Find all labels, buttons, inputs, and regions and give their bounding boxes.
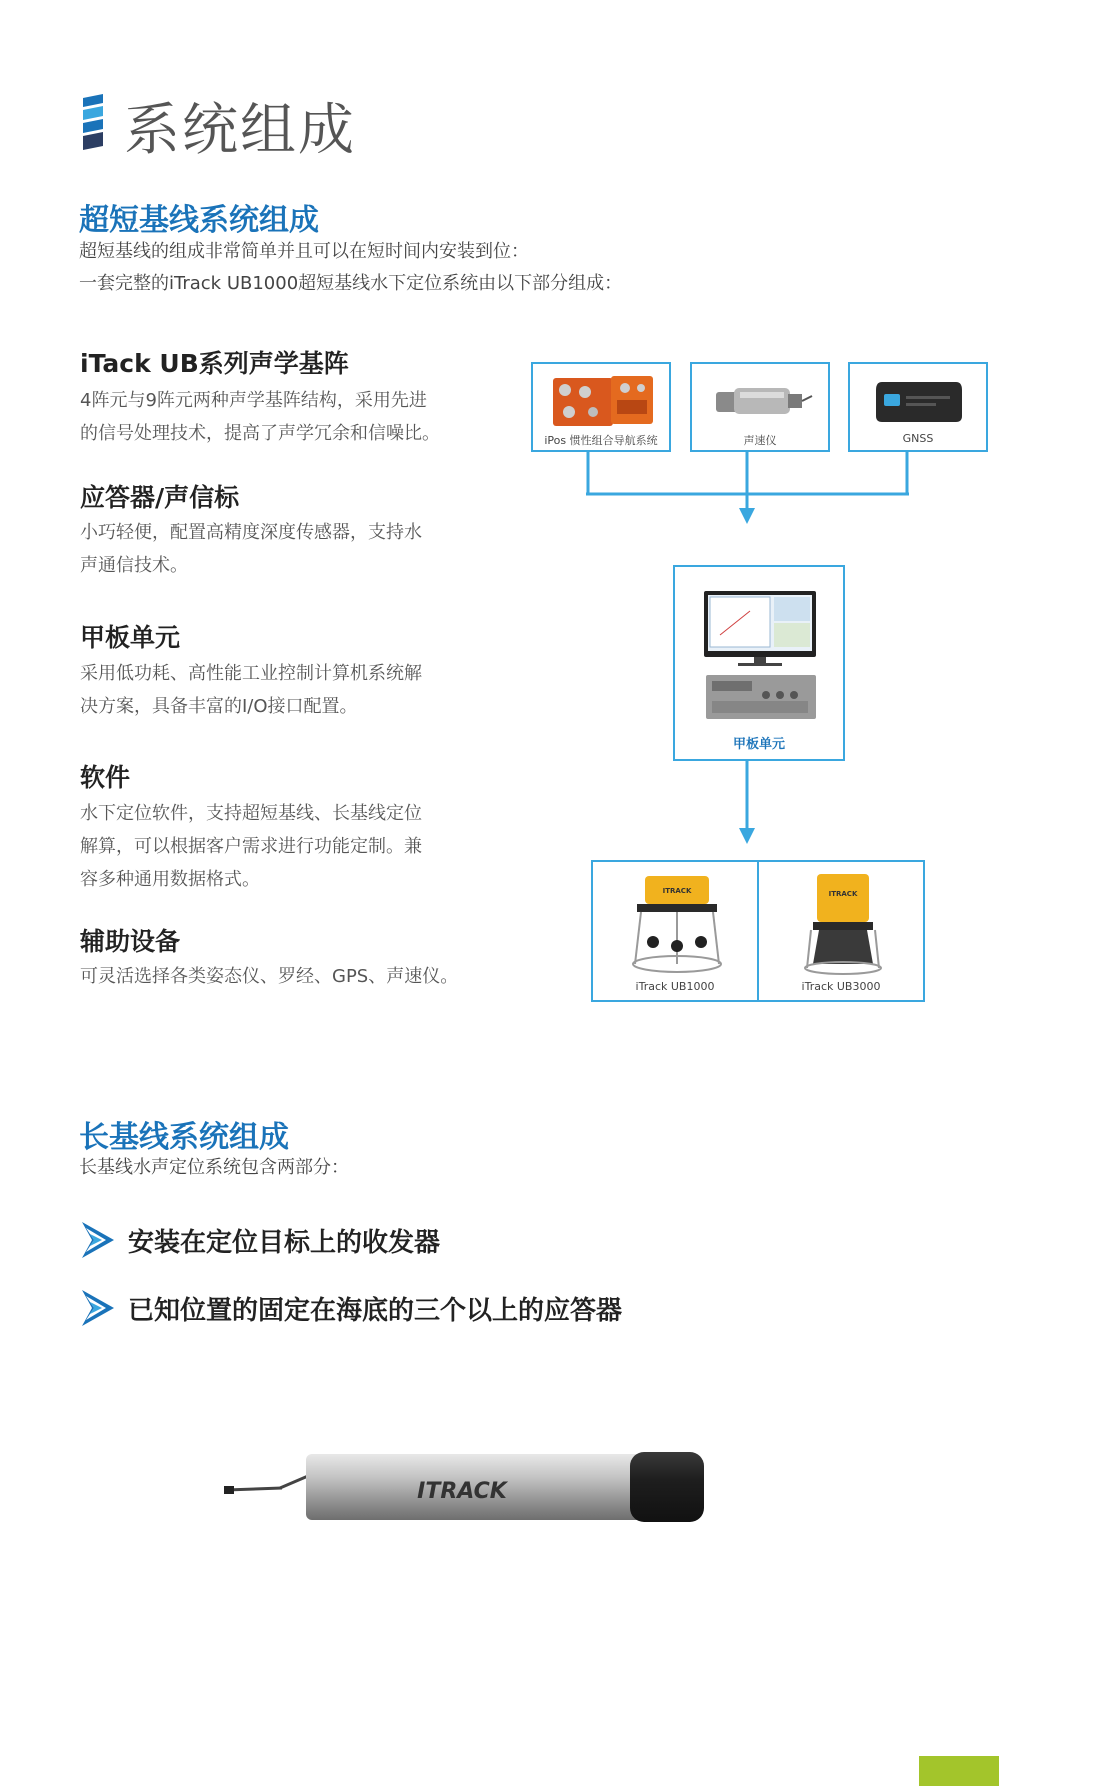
diagram-box-ub3000	[757, 860, 925, 1002]
component-title-array: iTack UB系列声学基阵	[80, 349, 349, 378]
diagram-box-ub1000	[591, 860, 759, 1002]
svp-label: 声速仪	[743, 434, 777, 447]
diagram-box-gnss	[848, 362, 988, 452]
sound-velocity-device-icon	[710, 378, 814, 424]
component-title-auxiliary: 辅助设备	[80, 927, 181, 956]
diagram-box-svp	[690, 362, 830, 452]
component-desc-deck-unit: 采用低功耗、高性能工业控制计算机系统解 决方案，具备丰富的I/O接口配置。	[80, 663, 422, 717]
arrow-right-icon	[80, 1288, 116, 1328]
ub3000-label: iTrack UB3000	[801, 980, 881, 993]
diagram-box-ipos	[531, 362, 671, 452]
ipos-device-icon	[551, 372, 655, 428]
gnss-receiver-icon	[872, 376, 968, 426]
usbl-intro-1: 超短基线的组成非常简单并且可以在短时间内安装到位：	[79, 241, 529, 262]
ub1000-array-icon	[623, 872, 731, 976]
deck-unit-computer-icon	[700, 591, 822, 721]
ub1000-label: iTrack UB1000	[635, 980, 715, 993]
component-desc-auxiliary: 可灵活选择各类姿态仪、罗经、GPS、声速仪。	[80, 966, 459, 987]
component-desc-array: 4阵元与9阵元两种声学基阵结构，采用先进 的信号处理技术，提高了声学冗余和信噪比。	[80, 390, 440, 444]
usbl-section-title: 超短基线系统组成	[79, 203, 319, 238]
usbl-intro-2: 一套完整的iTrack UB1000超短基线水下定位系统由以下部分组成：	[79, 273, 623, 294]
svg-text:ITRACK: ITRACK	[828, 890, 858, 898]
gnss-label: GNSS	[902, 432, 934, 445]
arrow-right-icon	[80, 1220, 116, 1260]
transceiver-brand-mark: ITRACK	[417, 1479, 507, 1504]
component-title-software: 软件	[80, 763, 131, 792]
component-desc-transponder: 小巧轻便，配置高精度深度传感器，支持水 声通信技术。	[80, 522, 422, 576]
diagram-box-deck-unit	[673, 565, 845, 761]
ipos-label: iPos 惯性组合导航系统	[544, 434, 658, 447]
lbl-transceiver-image	[222, 1446, 722, 1526]
ub3000-array-icon	[793, 872, 893, 976]
logo-icon	[79, 94, 107, 150]
lbl-section-title: 长基线系统组成	[79, 1120, 289, 1155]
lbl-bullet-text: 安装在定位目标上的收发器	[128, 1227, 441, 1258]
page-title: 系统组成	[124, 98, 356, 163]
lbl-bullet-transceiver	[80, 1220, 440, 1260]
page-tab	[919, 1756, 999, 1786]
component-title-transponder: 应答器/声信标	[80, 483, 240, 512]
component-desc-software: 水下定位软件，支持超短基线、长基线定位 解算，可以根据客户需求进行功能定制。兼 容多种通用数据格式。	[80, 803, 422, 890]
deck-unit-label: 甲板单元	[732, 737, 785, 752]
component-title-deck-unit: 甲板单元	[80, 623, 181, 652]
lbl-bullet-transponders	[80, 1288, 622, 1328]
svg-text:ITRACK: ITRACK	[662, 887, 692, 895]
lbl-intro: 长基线水声定位系统包含两部分：	[79, 1157, 349, 1178]
lbl-bullet-text: 已知位置的固定在海底的三个以上的应答器	[128, 1295, 623, 1326]
